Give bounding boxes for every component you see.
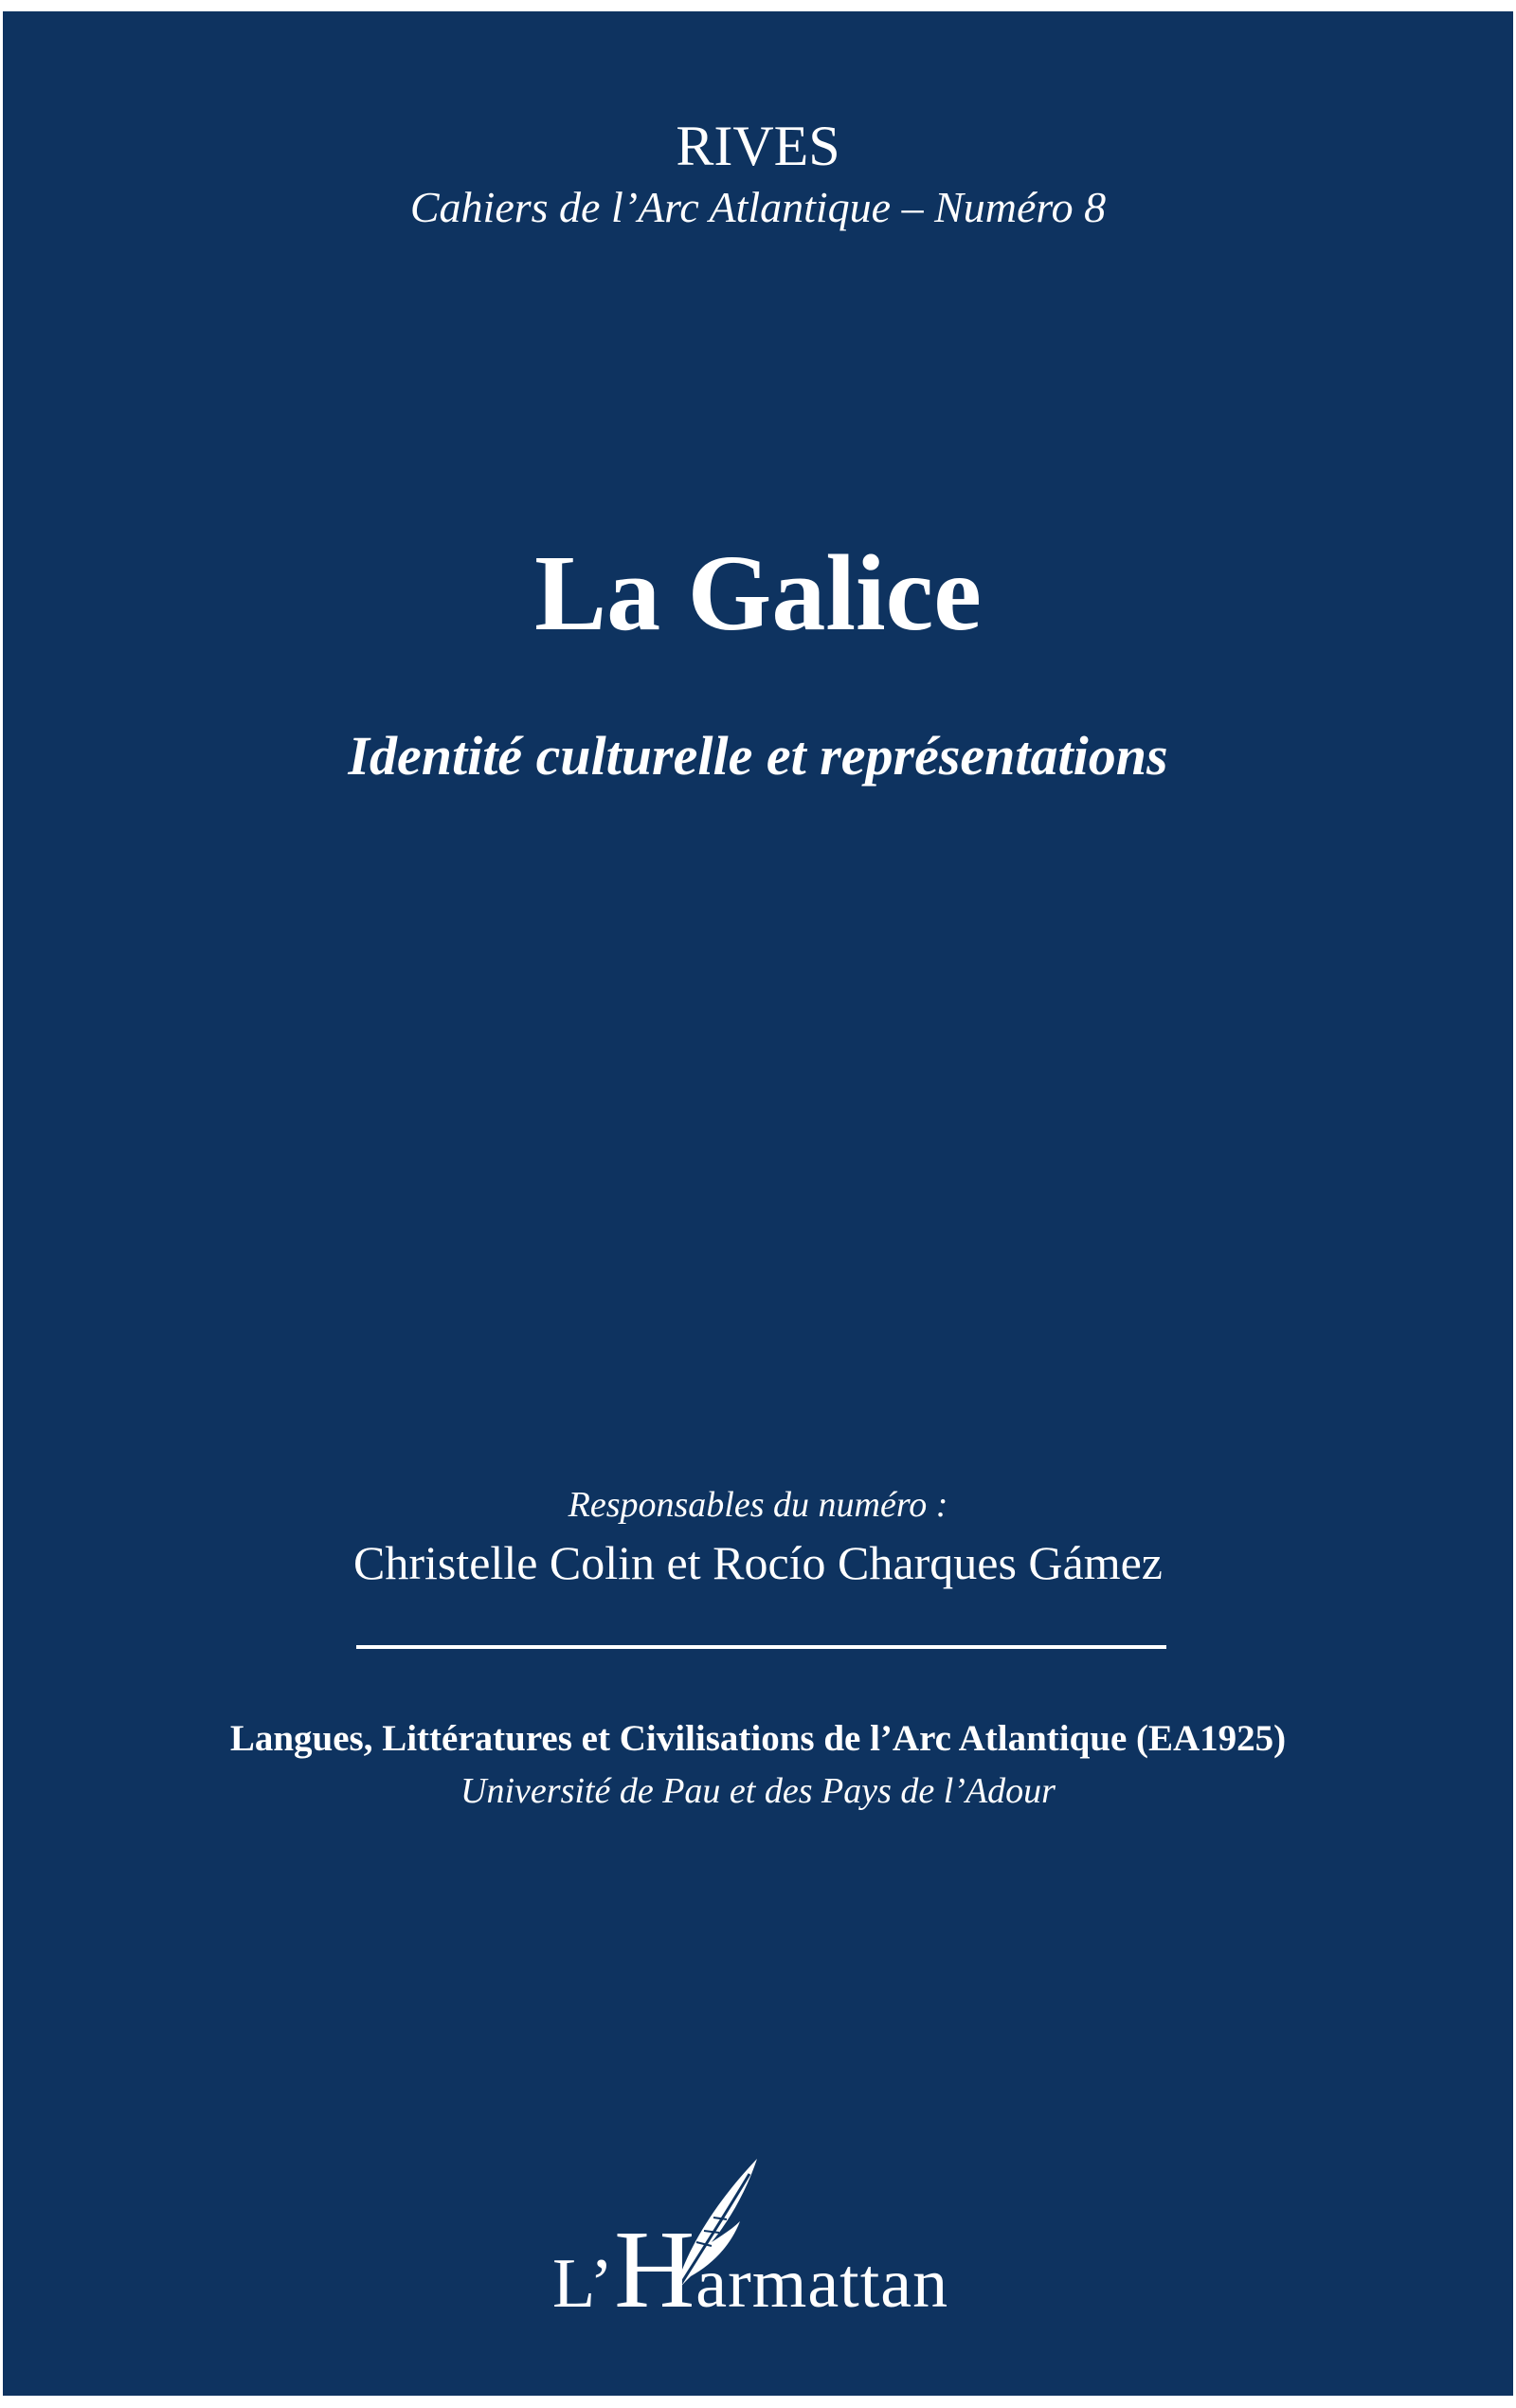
- divider-rule: [356, 1645, 1166, 1649]
- editors-label: Responsables du numéro :: [568, 1485, 948, 1525]
- series-name: RIVES: [676, 115, 840, 177]
- book-title: La Galice: [534, 533, 982, 653]
- university: Université de Pau et des Pays de l’Adour: [460, 1771, 1056, 1811]
- publisher-initial: H: [614, 2207, 696, 2331]
- series-subtitle: Cahiers de l’Arc Atlantique – Numéro 8: [409, 183, 1107, 231]
- publisher-rest: armattan: [695, 2245, 949, 2323]
- book-cover: [3, 11, 1513, 2396]
- publisher-name: [552, 2207, 949, 2331]
- research-lab: Langues, Littératures et Civilisations de l’Arc Atlantique (EA1925): [229, 1718, 1287, 1759]
- publisher-prefix: L’: [552, 2245, 615, 2323]
- editors-names: Christelle Colin et Rocío Charques Gámez: [353, 1536, 1163, 1589]
- publisher-logo: [552, 2155, 969, 2331]
- book-subtitle: Identité culturelle et représentations: [348, 725, 1168, 787]
